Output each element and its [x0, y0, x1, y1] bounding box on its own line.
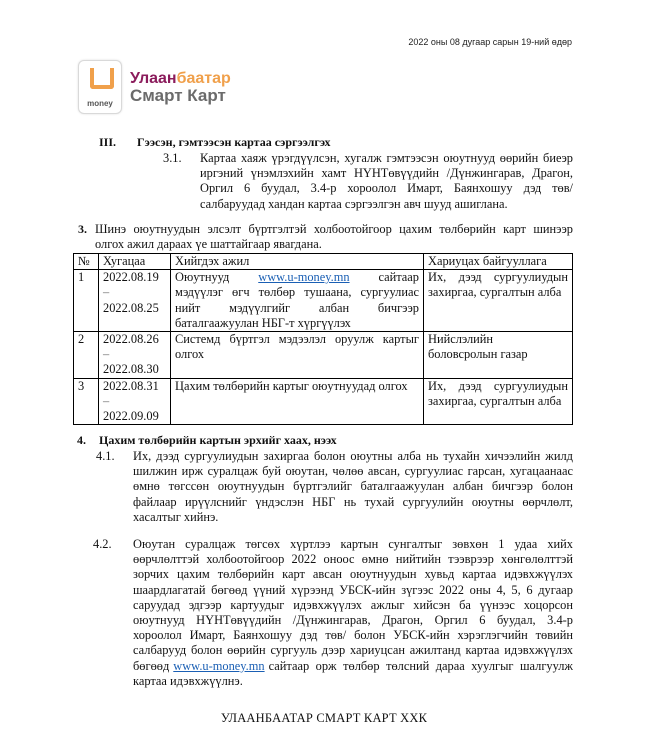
responsible-line: захиргаа, сургалтын алба — [428, 285, 562, 300]
u-money-icon — [78, 60, 122, 114]
item-4-1-line: хасалтыг хийнэ. — [133, 509, 219, 524]
row-period — [99, 378, 171, 425]
section-3-intro-line: Шинэ оюутнуудын элсэлт бүртгэлтэй холбоотойгоор цахим төлбөрийн карт шинээр — [95, 222, 573, 236]
section-3-intro — [95, 222, 573, 252]
logo-caption: money — [87, 99, 113, 108]
item-3-1-line: Оргил 6 буудал, 3.4-р хороолол Имарт, Баянхошуу дэд төв/ — [200, 181, 573, 196]
logo-word-smart-card: Смарт Карт — [130, 86, 226, 105]
logo-word-ulaan: Улаан — [130, 70, 177, 87]
header-task: Хийгдэх ажил — [171, 254, 424, 270]
section-3-number: 3. — [78, 222, 87, 236]
item-4-1-text — [133, 449, 573, 525]
responsible-line: захиргаа, сургалтын алба — [428, 393, 562, 408]
document-date: 2022 оны 08 дугаар сарын 19-ний өдөр — [408, 37, 572, 47]
responsible-line: Их, дээд сургуулиудын — [428, 378, 568, 393]
u-letter-icon — [90, 68, 114, 89]
date-to: 2022.08.25 — [103, 300, 159, 315]
schedule-table — [73, 253, 573, 425]
section-3-intro-line: олгох ажил дараах үе шаттайгаар явагдана. — [95, 237, 322, 252]
date-from: 2022.08.19 — [103, 270, 159, 285]
item-4-2-line: оюутнууд НҮНТөвүүдийн /Дүнжингарав, Драгон, Оргил 6 буудал, 3.4-р — [133, 613, 573, 628]
u-money-link[interactable]: www.u-money.mn — [173, 658, 265, 673]
header-period: Хугацаа — [99, 254, 171, 270]
item-4-2-line: саруудад эдгээр картуудыг идэвхжүүлэх ажлыг хийсэн ба үүнээс хоцорсон — [133, 597, 573, 612]
item-4-2-line: зорчих цахим төлбөрийн карт авсан оюутнуудын хувьд картаа идэвхжүүлэх — [133, 567, 573, 582]
task-line: олгох — [175, 347, 205, 362]
date-dash: – — [103, 347, 110, 362]
item-4-2-line: Оюутан суралцаж төгсөх хүртлээ картын сунгалтыг зөвхөн 1 удаа хийх — [133, 537, 573, 551]
row-no: 2 — [74, 332, 99, 379]
table-row — [74, 332, 573, 379]
row-responsible — [424, 332, 573, 379]
date-from: 2022.08.31 — [103, 378, 159, 393]
task-line: Цахим төлбөрийн картыг оюутнуудад олгох — [175, 378, 408, 393]
item-4-2-line: шаардлагатай бөгөөд үүний хүрээнд УБСК-ийн зүгээс 2022 оны 4, 5, 6 дугаар — [133, 582, 573, 597]
date-to: 2022.09.09 — [103, 409, 159, 424]
header-responsible: Хариуцах байгууллага — [424, 254, 573, 270]
item-3-1-line: Картаа хаяж үрэгдүүлсэн, хугалж гэмтээсэн оюутнууд өөрийн биеэр — [200, 151, 573, 165]
item-4-1-line: файлаар ирүүлснийг үндэслэн НБГ нь тухай сургуулийн оюутны өөрчлөлт, — [133, 494, 573, 509]
row-task — [171, 332, 424, 379]
company-logo — [78, 60, 231, 114]
item-3-1-text — [200, 151, 573, 212]
row-period — [99, 270, 171, 332]
item-3-1-line: иргэний үнэмлэхийн хамт НҮНТөвүүдийн /Дүнжингарав, Драгон, — [200, 166, 573, 181]
logo-wordmark — [130, 70, 231, 104]
task-text: сайтаар — [378, 270, 419, 285]
item-4-2-text — [133, 537, 573, 689]
item-3-1-line: салбаруудад хандан картаа сэргээлгэн авч шууд ашиглана. — [200, 196, 508, 211]
table-row — [74, 270, 573, 332]
row-period — [99, 332, 171, 379]
item-4-2-number: 4.2. — [93, 537, 112, 551]
item-4-2-line: хороолол Имарт, Баянхошуу дэд төв/ болон УБСК-ийн хэрэглэгчийн төвийн — [133, 628, 573, 643]
item-4-2-link-line — [133, 659, 573, 674]
date-to: 2022.08.30 — [103, 362, 159, 377]
date-dash: – — [103, 285, 110, 300]
section-III-number: III. — [99, 135, 117, 149]
item-4-2-line: салбарууд болон өөрийн сургууль дээр хариуцсан ажилтанд картаа идэвхжүүлэх — [133, 643, 573, 658]
item-4-2-final-line: картаа идэвхжүүлнэ. — [133, 673, 243, 688]
item-4-1-line: шилжин ирж суралцаж буй оюутан, чөлөө авсан, сургуулиас гарсан, хугацаанаас — [133, 464, 573, 479]
row-no: 3 — [74, 378, 99, 425]
section-III-title: Гээсэн, гэмтээсэн картаа сэргээлгэх — [137, 135, 331, 149]
row-no: 1 — [74, 270, 99, 332]
item-4-2-line-suffix: сайтаар орж төлбөр төлсний дараа хуулгыг шалгуулж — [268, 658, 573, 673]
task-line: Системд бүртгэл мэдээлэл оруулж картыг — [175, 332, 419, 347]
date-dash: – — [103, 393, 110, 408]
responsible-line: боловсролын газар — [428, 347, 528, 362]
item-3-1-number: 3.1. — [163, 151, 182, 165]
task-text: Оюутнууд — [175, 270, 230, 285]
item-4-1-line: өмнө төгссөн оюутнуудын бүртгэлийг баталгаажуулан албан бичгээр болон — [133, 479, 573, 494]
footer-company-name: УЛААНБААТАР СМАРТ КАРТ ХХК — [220, 711, 428, 725]
task-first-line — [175, 270, 419, 285]
u-money-link[interactable]: www.u-money.mn — [258, 270, 350, 285]
task-line: мэдүүлэг өгч төлбөр тушаана, сургуулиас — [175, 285, 419, 300]
section-4-number: 4. — [77, 433, 86, 447]
responsible-line: Нийслэлийн — [428, 332, 494, 347]
table-header-row — [74, 254, 573, 270]
row-task — [171, 378, 424, 425]
task-line: нийт мэдүүлгийг албан бичгээр — [175, 300, 419, 315]
item-4-2-line-prefix: бөгөөд — [133, 658, 170, 673]
item-4-2-line: өөрчлөлттэй холбоотойгоор 2022 оноос өмнө нийтийн тээврээр хөнгөлөлттэй — [133, 552, 573, 567]
logo-word-baatar: баатар — [176, 70, 231, 87]
header-no: № — [74, 254, 99, 270]
row-responsible — [424, 378, 573, 425]
section-4-title: Цахим төлбөрийн картын эрхийг хаах, нээх — [99, 433, 337, 447]
table-row — [74, 378, 573, 425]
task-line: баталгаажуулан НБГ-т хүргүүлэх — [175, 315, 351, 330]
row-responsible — [424, 270, 573, 332]
responsible-line: Их, дээд сургуулиудын — [428, 270, 568, 285]
item-4-1-number: 4.1. — [96, 449, 115, 463]
item-4-1-line: Их, дээд сургуулиудын захиргаа болон оюутны алба нь тухайн хичээлийн жилд — [133, 449, 573, 463]
date-from: 2022.08.26 — [103, 332, 159, 347]
row-task — [171, 270, 424, 332]
